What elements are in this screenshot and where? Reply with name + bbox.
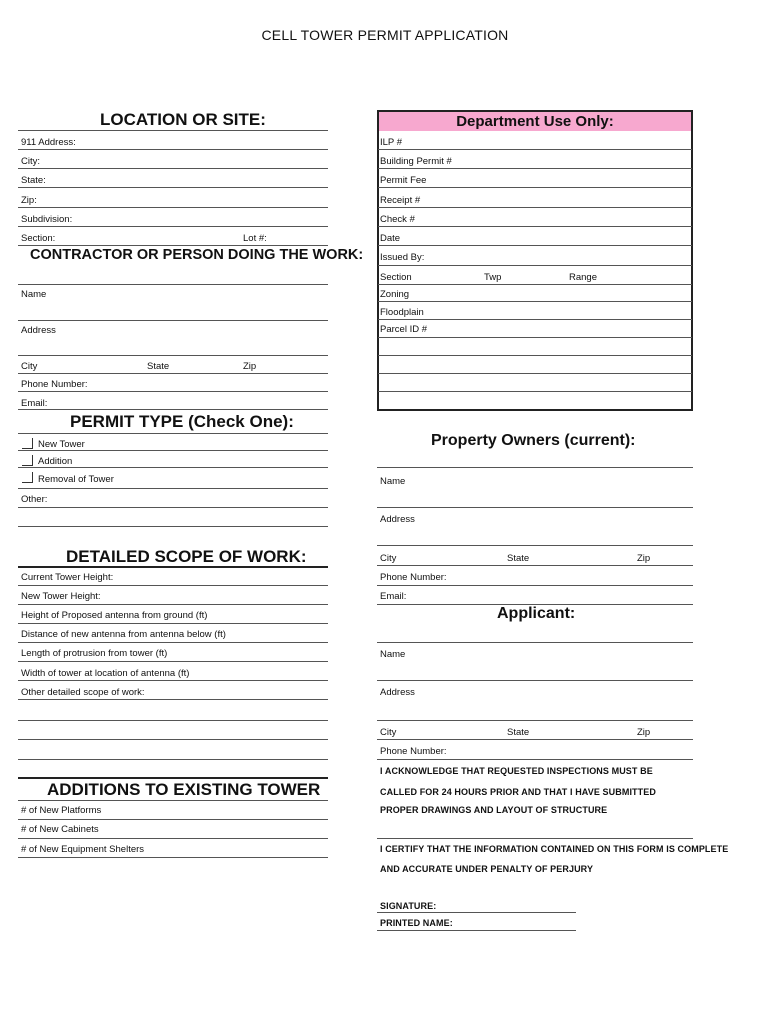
dept-permit-fee-label: Permit Fee [380, 175, 427, 186]
dept-date-field[interactable] [378, 245, 692, 246]
acknowledge-line [377, 838, 693, 839]
printed-name-field[interactable] [377, 930, 576, 931]
location-subdivision-field[interactable] [18, 226, 328, 227]
applicant-city-label: City [380, 727, 397, 738]
owners-address-field[interactable] [377, 545, 693, 546]
dept-building-permit-label: Building Permit # [380, 156, 452, 167]
contractor-address-field[interactable] [18, 355, 328, 356]
removal-label: Removal of Tower [38, 474, 114, 485]
applicant-phone-field[interactable] [377, 759, 693, 760]
applicant-top-line [377, 642, 693, 643]
scope-width-label: Width of tower at location of antenna (ft) [21, 668, 190, 679]
owners-email-label: Email: [380, 591, 407, 602]
new-tower-checkbox[interactable] [22, 438, 33, 449]
department-heading: Department Use Only: [379, 112, 691, 131]
scope-other-field-3[interactable] [18, 739, 328, 740]
additions-platforms-label: # of New Platforms [21, 805, 102, 816]
dept-range-label: Range [569, 272, 597, 283]
dept-zoning-label: Zoning [380, 289, 410, 300]
contractor-address-label: Address [21, 325, 56, 336]
scope-width-field[interactable] [18, 680, 328, 681]
removal-checkbox[interactable] [22, 472, 33, 483]
dept-zoning-field[interactable] [378, 301, 692, 302]
dept-issued-by-field[interactable] [378, 265, 692, 266]
dept-check-field[interactable] [378, 226, 692, 227]
permit-type-line-3 [18, 488, 328, 489]
scope-antenna-distance-field[interactable] [18, 642, 328, 643]
dept-section-field[interactable] [378, 284, 692, 285]
permit-type-top-line [18, 433, 328, 434]
scope-other-field[interactable] [18, 699, 328, 700]
additions-cabinets-label: # of New Cabinets [21, 824, 99, 835]
applicant-phone-label: Phone Number: [380, 746, 447, 757]
location-section-field[interactable] [18, 245, 328, 246]
location-911-address-label: 911 Address: [21, 137, 76, 148]
owners-state-label: State [507, 553, 530, 564]
location-heading: LOCATION OR SITE: [100, 110, 266, 129]
signature-label: SIGNATURE: [380, 901, 437, 911]
addition-checkbox[interactable] [22, 455, 33, 466]
scope-antenna-height-label: Height of Proposed antenna from ground (ft) [21, 610, 208, 621]
owners-zip-label: Zip [637, 553, 651, 564]
dept-permit-fee-field[interactable] [378, 187, 692, 188]
owners-name-field[interactable] [377, 507, 693, 508]
contractor-city-field[interactable] [18, 373, 328, 374]
page-title: CELL TOWER PERMIT APPLICATION [261, 27, 509, 43]
additions-heading-line [18, 800, 328, 801]
owners-heading: Property Owners (current): [431, 432, 636, 449]
certify-line-2: AND ACCURATE UNDER PENALTY OF PERJURY [380, 864, 594, 874]
permit-other-field[interactable] [18, 507, 328, 508]
dept-parcel-field[interactable] [378, 337, 692, 338]
location-city-field[interactable] [18, 168, 328, 169]
dept-blank-field-1[interactable] [378, 355, 692, 356]
dept-blank-field-2[interactable] [378, 373, 692, 374]
contractor-email-label: Email: [21, 398, 48, 409]
additions-top-line [18, 777, 328, 779]
contractor-zip-label: Zip [243, 361, 257, 372]
location-top-line [18, 130, 328, 131]
owners-phone-field[interactable] [377, 585, 693, 586]
scope-antenna-distance-label: Distance of new antenna from antenna below (ft) [21, 629, 226, 640]
dept-check-label: Check # [380, 214, 415, 225]
permit-type-line-2 [18, 467, 328, 468]
certify-line-1: I CERTIFY THAT THE INFORMATION CONTAINED ON THIS FORM IS COMPLETE [380, 844, 729, 854]
scope-new-height-label: New Tower Height: [21, 591, 101, 602]
applicant-name-field[interactable] [377, 680, 693, 681]
owners-name-label: Name [380, 476, 406, 487]
scope-current-height-field[interactable] [18, 585, 328, 586]
location-lot-label: Lot #: [243, 233, 267, 244]
dept-building-permit-field[interactable] [378, 168, 692, 169]
scope-current-height-label: Current Tower Height: [21, 572, 114, 583]
scope-top-line [18, 566, 328, 568]
new-tower-label: New Tower [38, 439, 85, 450]
additions-shelters-field[interactable] [18, 857, 328, 858]
dept-issued-by-label: Issued By: [380, 252, 425, 263]
acknowledge-line-3: PROPER DRAWINGS AND LAYOUT OF STRUCTURE [380, 805, 608, 815]
permit-type-line-1 [18, 450, 328, 451]
additions-heading: ADDITIONS TO EXISTING TOWER [47, 780, 321, 799]
dept-parcel-label: Parcel ID # [380, 324, 427, 335]
scope-antenna-height-field[interactable] [18, 623, 328, 624]
location-state-field[interactable] [18, 187, 328, 188]
location-city-label: City: [21, 156, 40, 167]
scope-new-height-field[interactable] [18, 604, 328, 605]
applicant-address-field[interactable] [377, 720, 693, 721]
dept-receipt-field[interactable] [378, 207, 692, 208]
applicant-city-field[interactable] [377, 739, 693, 740]
contractor-email-field[interactable] [18, 409, 328, 410]
additions-cabinets-field[interactable] [18, 838, 328, 839]
applicant-address-label: Address [380, 687, 415, 698]
permit-type-heading: PERMIT TYPE (Check One): [70, 412, 294, 431]
dept-blank-field-3[interactable] [378, 391, 692, 392]
scope-protrusion-label: Length of protrusion from tower (ft) [21, 648, 168, 659]
dept-twp-label: Twp [484, 272, 502, 283]
contractor-phone-field[interactable] [18, 391, 328, 392]
contractor-top-line [18, 284, 328, 285]
contractor-name-label: Name [21, 289, 47, 300]
scope-other-label: Other detailed scope of work: [21, 687, 145, 698]
additions-shelters-label: # of New Equipment Shelters [21, 844, 145, 855]
contractor-phone-label: Phone Number: [21, 379, 88, 390]
applicant-state-label: State [507, 727, 530, 738]
dept-receipt-label: Receipt # [380, 195, 421, 206]
contractor-name-field[interactable] [18, 320, 328, 321]
owners-top-line [377, 467, 693, 468]
permit-other-field-2[interactable] [18, 526, 328, 527]
addition-label: Addition [38, 456, 73, 467]
dept-ilp-label: ILP # [380, 137, 403, 148]
owners-address-label: Address [380, 514, 415, 525]
scope-heading: DETAILED SCOPE OF WORK: [66, 547, 307, 566]
owners-phone-label: Phone Number: [380, 572, 447, 583]
location-section-label: Section: [21, 233, 56, 244]
contractor-city-label: City [21, 361, 38, 372]
dept-ilp-field[interactable] [378, 149, 692, 150]
location-state-label: State: [21, 175, 46, 186]
scope-other-field-4[interactable] [18, 759, 328, 760]
applicant-heading: Applicant: [497, 605, 576, 622]
dept-date-label: Date [380, 233, 401, 244]
dept-floodplain-field[interactable] [378, 319, 692, 320]
signature-field[interactable] [377, 912, 576, 913]
location-911-address-field[interactable] [18, 149, 328, 150]
applicant-name-label: Name [380, 649, 406, 660]
acknowledge-line-2: CALLED FOR 24 HOURS PRIOR AND THAT I HAVE SUBMITTED [380, 787, 656, 797]
contractor-heading: CONTRACTOR OR PERSON DOING THE WORK: [30, 247, 364, 263]
permit-other-label: Other: [21, 494, 48, 505]
applicant-zip-label: Zip [637, 727, 651, 738]
scope-protrusion-field[interactable] [18, 661, 328, 662]
scope-other-field-2[interactable] [18, 720, 328, 721]
dept-floodplain-label: Floodplain [380, 307, 424, 318]
location-subdivision-label: Subdivision: [21, 214, 73, 225]
owners-city-label: City [380, 553, 397, 564]
acknowledge-line-1: I ACKNOWLEDGE THAT REQUESTED INSPECTIONS MUST BE [380, 766, 653, 776]
location-zip-label: Zip: [21, 195, 37, 206]
dept-section-label: Section [380, 272, 412, 283]
location-zip-field[interactable] [18, 207, 328, 208]
owners-city-field[interactable] [377, 565, 693, 566]
additions-platforms-field[interactable] [18, 819, 328, 820]
contractor-state-label: State [147, 361, 170, 372]
printed-name-label: PRINTED NAME: [380, 918, 453, 928]
